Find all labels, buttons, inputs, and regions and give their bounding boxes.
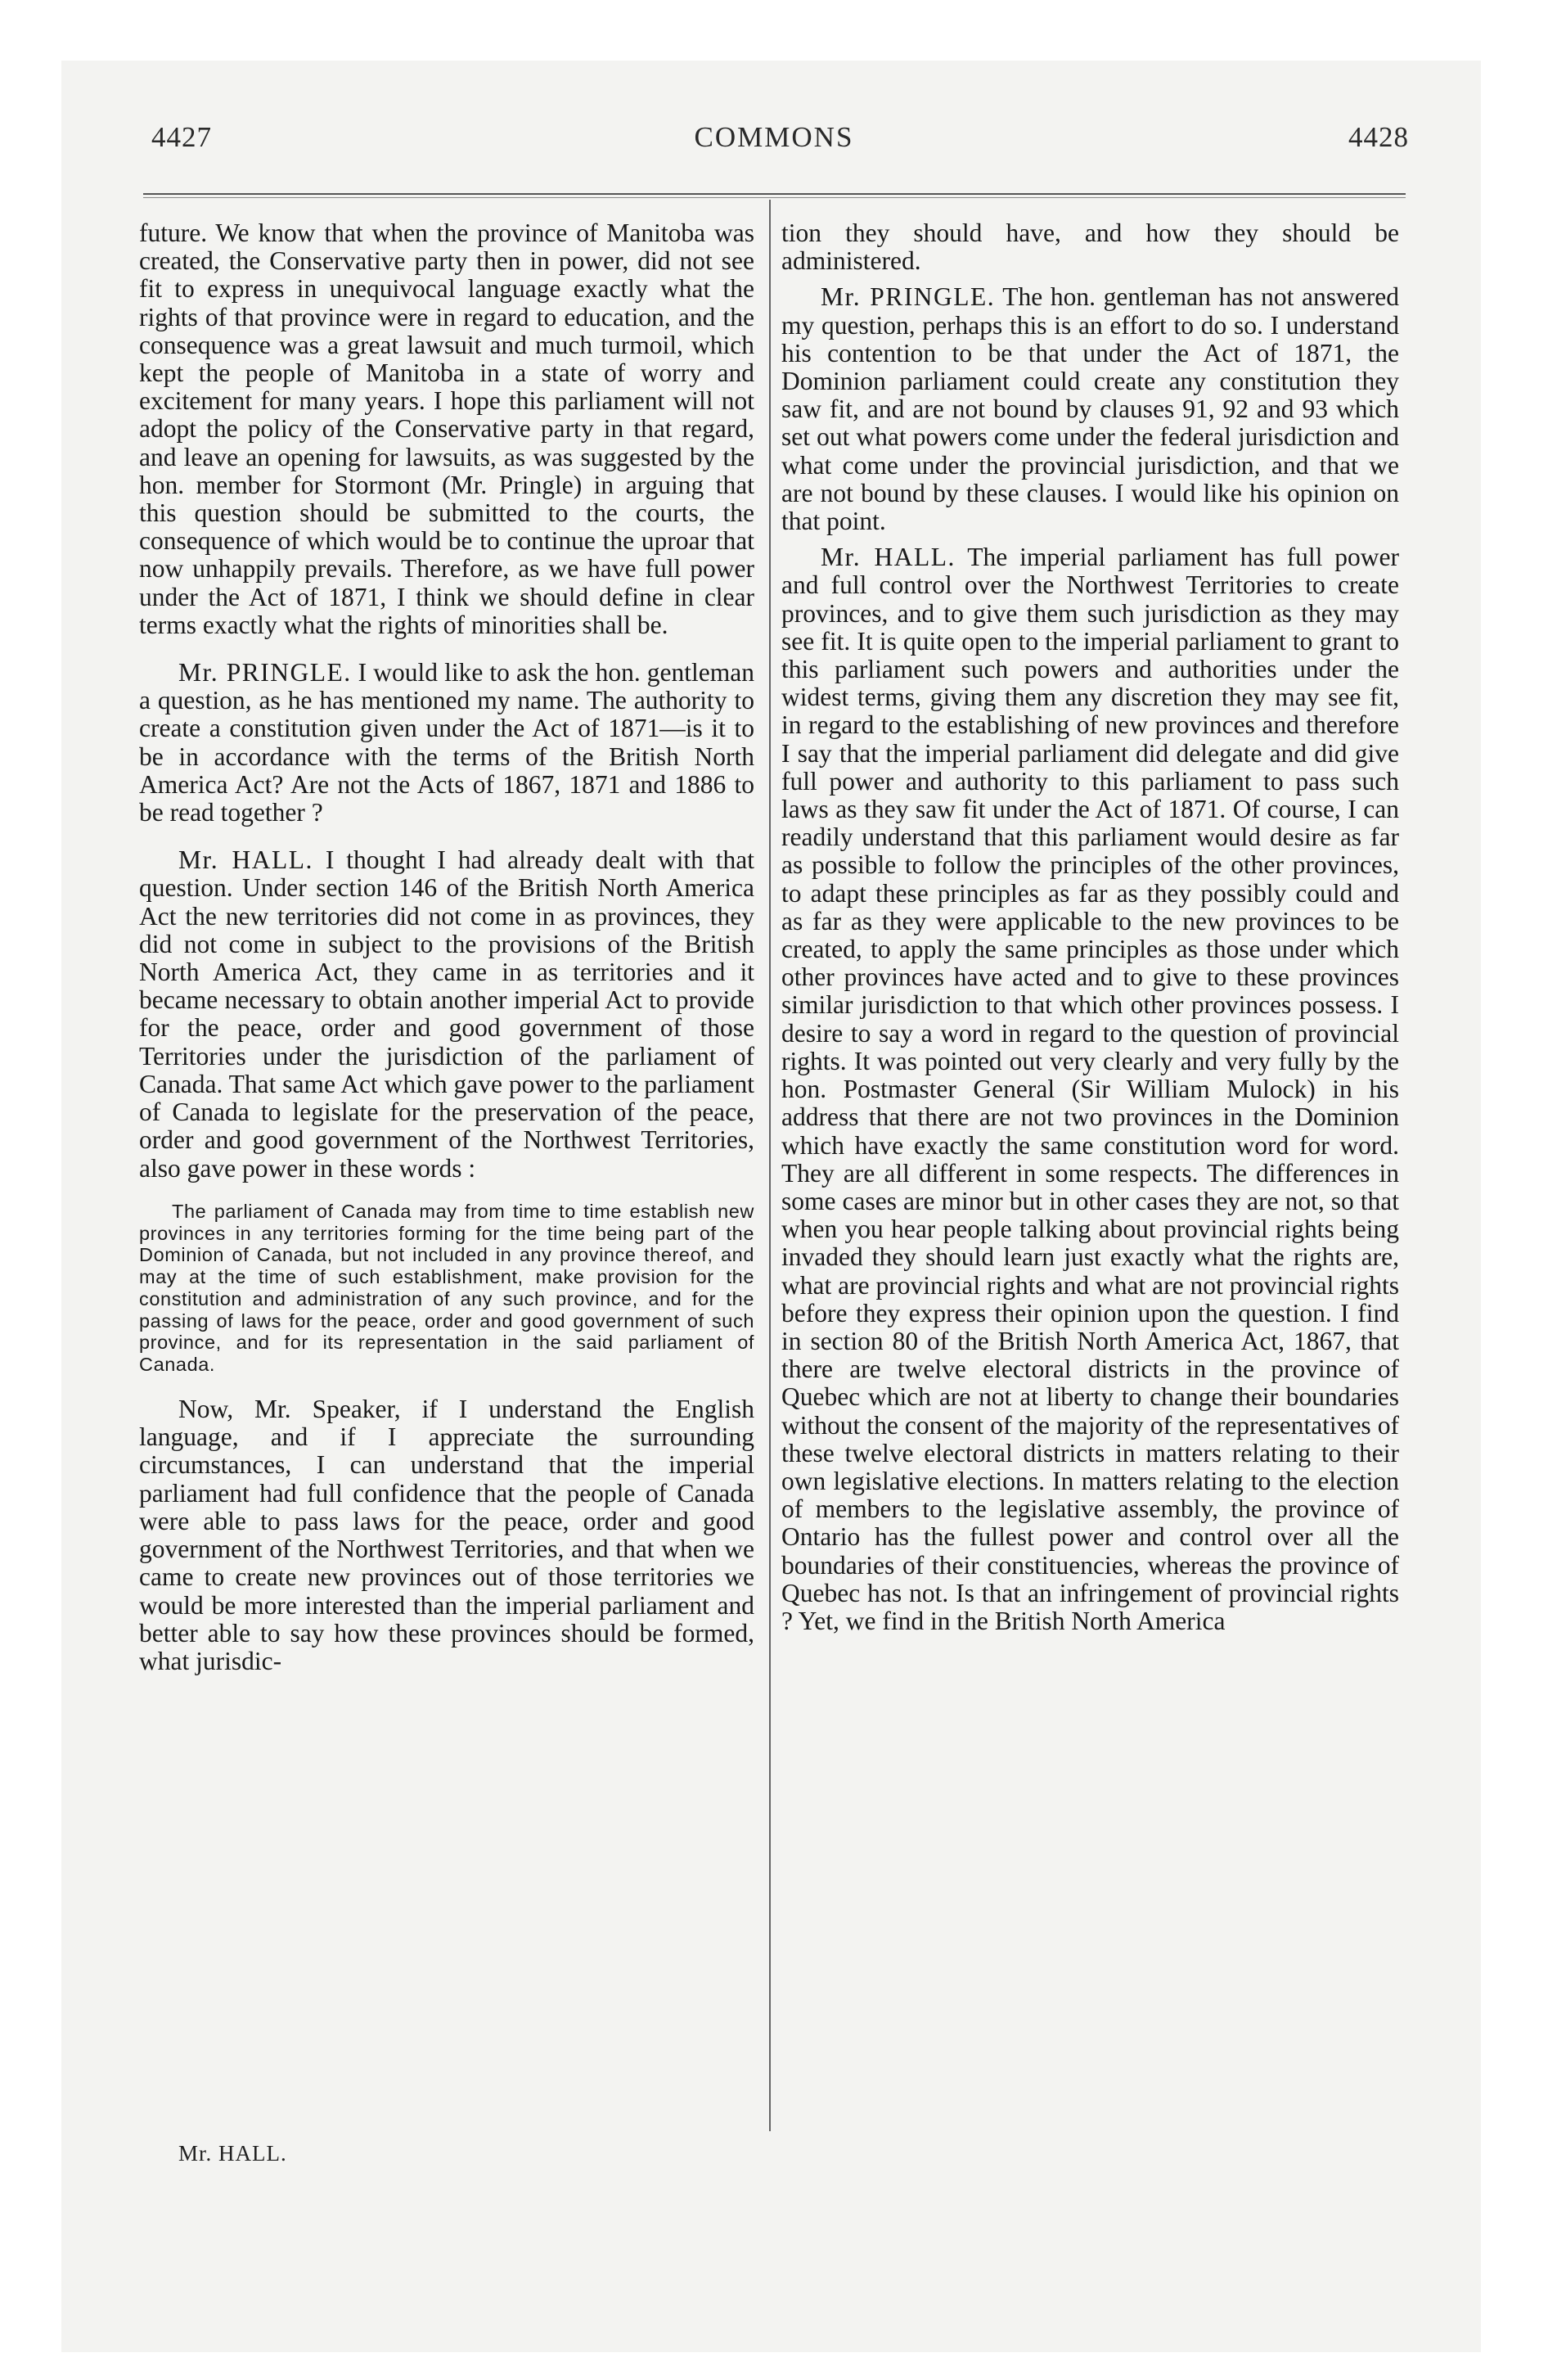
speaker-name: Mr. HALL.: [821, 543, 956, 572]
paragraph: Now, Mr. Speaker, if I understand the English language, and if I appreciate the surrounding circumstances, I can understand that the imperial parliament had full confidence that the people of Canada were able to pass laws for the peace, order and good government of the Northwest Territories, and that when we came to create new provinces out of those territories we would be more interested than the imperial parliament and better able to say how these provinces should be formed, what jurisdic-: [139, 1395, 754, 1675]
paragraph: [139, 846, 754, 1182]
speaker-name: Mr. HALL.: [178, 845, 313, 875]
left-page-number: 4427: [151, 121, 212, 153]
speaker-name: Mr. PRINGLE.: [178, 658, 352, 687]
paragraph: [781, 543, 1399, 1635]
header-rule: [143, 193, 1406, 198]
speech-text: I thought I had already dealt with that question. Under section 146 of the British North America Act the new territories did not come in as provinces, they did not come in subject to the provisions of the British North America Act, they came in as territories and it became necessary to obtain another imperial Act to provide for the peace, order and good government of those Territories under the jurisdiction of the parliament of Canada. That same Act which gave power to the parliament of Canada to legislate for the preservation of the peace, order and good government of the Northwest Territories, also gave power in these words :: [139, 845, 754, 1183]
left-column: [139, 219, 754, 1675]
paragraph: [781, 283, 1399, 535]
speech-text: I would like to ask the hon. gentleman a question, as he has mentioned my name. The authority to create a constitution given under the Act of 1871—is it to be in accordance with the terms of the British North America Act? Are not the Acts of 1867, 1871 and 1886 to be read together ?: [139, 658, 754, 827]
speaker-name: Mr. PRINGLE.: [821, 282, 996, 312]
column-divider: [769, 200, 771, 2131]
block-quote: The parliament of Canada may from time to time establish new provinces in any territories forming for the time being part of the Dominion of Canada, but not included in any province thereof, and may at the time of such establishment, make provision for the constitution and administration of any such province, and for the passing of laws for the peace, order and good government of such province, and for its representation in the said parliament of Canada.: [139, 1200, 754, 1376]
page-title: COMMONS: [694, 121, 854, 153]
right-page-number: 4428: [1348, 121, 1409, 153]
paragraph: [139, 659, 754, 827]
paragraph: future. We know that when the province of Manitoba was created, the Conservative party then in power, did not see fit to express in unequivocal language exactly what the rights of that province were in regard to education, and the consequence was a great lawsuit and much turmoil, which kept the people of Manitoba in a state of worry and excitement for many years. I hope this parliament will not adopt the policy of the Conservative party in that regard, and leave an opening for lawsuits, as was suggested by the hon. member for Stormont (Mr. Pringle) in arguing that this question should be submitted to the courts, the consequence of which would be to continue the uproar that now unhappily prevails. Therefore, as we have full power under the Act of 1871, I think we should define in clear terms exactly what the rights of minorities shall be.: [139, 219, 754, 639]
speech-text: The hon. gentleman has not answered my question, perhaps this is an effort to do so. I understand his contention to be that under the Act of 1871, the Dominion parliament could create any constitution they saw fit, and are not bound by clauses 91, 92 and 93 which set out what powers come under the federal jurisdiction and what come under the provincial jurisdiction, and that we are not bound by these clauses. I would like his opinion on that point.: [781, 282, 1400, 536]
right-column: [781, 219, 1399, 1635]
footer-speaker-name: Mr. HALL.: [178, 2141, 287, 2166]
paragraph: tion they should have, and how they should be administered.: [781, 219, 1399, 276]
speech-text: The imperial parliament has full power and full control over the Northwest Territories to create provinces, and to give them such jurisdiction as they may see fit. It is quite open to the imperial parliament to grant to this parliament such powers and authorities under the widest terms, giving them any discretion they may see fit, in regard to the establishing of new provinces and therefore I say that the imperial parliament did delegate and did give full power and authority to this parliament to pass such laws as they saw fit under the Act of 1871. Of course, I can readily understand that this parliament would desire as far as possible to follow the principles of the other provinces, to adapt these principles as far as they possibly could and as far as they were applicable to the new provinces to be created, to apply the same principles as those under which other provinces have acted and to give to these provinces similar jurisdiction to that which other provinces possess. I desire to say a word in regard to the question of provincial rights. It was pointed out very clearly and very fully by the hon. Postmaster General (Sir William Mulock) in his address that there are not two provinces in the Dominion which have exactly the same constitution word for word. They are all different in some respects. The differences in some cases are minor but in other cases they are not, so that when you hear people talking about provincial rights being invaded they should learn just exactly what the rights are, what are provincial rights and what are not provincial rights before they express their opinion upon the question. I find in section 80 of the British North America Act, 1867, that there are twelve electoral districts in the province of Quebec which are not at liberty to change their boundaries without the consent of the majority of the representatives of these twelve electoral districts in matters relating to their own legislative elections. In matters relating to the election of members to the legislative assembly, the province of Ontario has the fullest power and control over all the boundaries of their constituencies, whereas the province of Quebec has not. Is that an infringement of provincial rights ? Yet, we find in the British North America: [781, 543, 1399, 1635]
